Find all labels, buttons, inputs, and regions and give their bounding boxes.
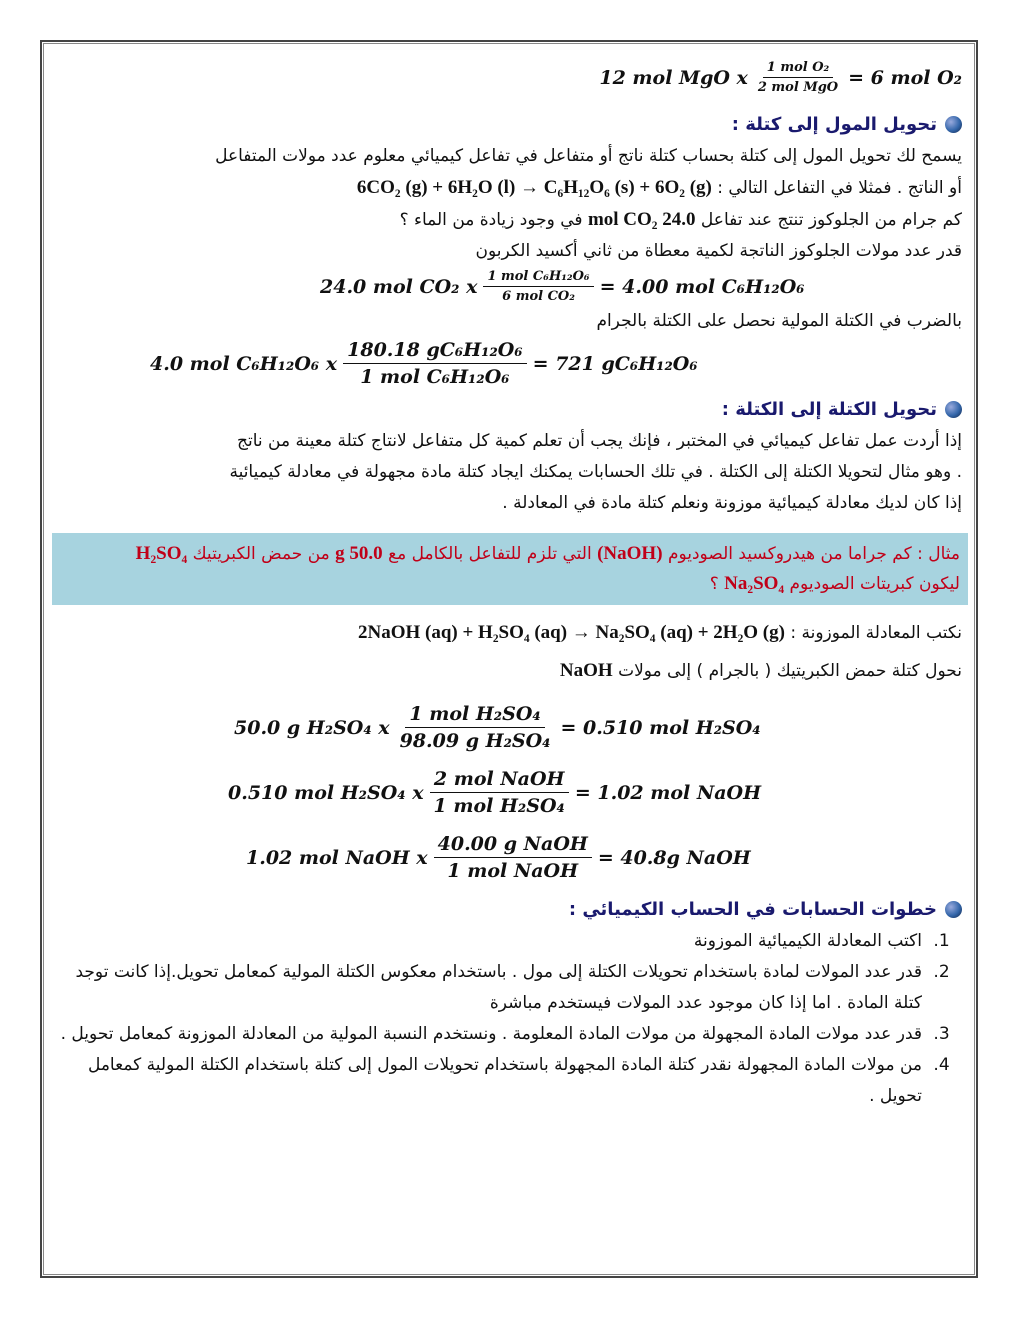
paragraph: بالضرب في الكتلة المولية نحصل على الكتلة بالجرام [596,311,962,331]
section-heading: خطوات الحسابات في الحساب الكيميائي : [58,894,962,926]
eq-left: 12 mol MgO x [599,66,748,89]
convert-line: نحول كتلة حمض الكبريتيك ( بالجرام ) إلى مولات NaOH [559,660,962,681]
reaction-equation: 6CO₂ (g) + 6H₂O (l) → C₆H₁₂O₆ (s) + 6O₂ (g) [356,177,712,198]
eq-denominator: 6 mol CO₂ [502,289,575,304]
eq-numerator: 2 mol NaOH [430,768,569,793]
paragraph: إذا أردت عمل تفاعل كيميائي في المختبر ، فإنك يجب أن تعلم كمية كل متفاعل لانتاج كتلة معينة من ناتج [237,431,962,451]
list-item: 1. اكتب المعادلة الكيميائية الموزونة [58,926,928,957]
eq-left: 4.0 mol C₆H₁₂O₆ x [150,352,338,375]
paragraph: يسمح لك تحويل المول إلى كتلة بحساب كتلة ناتج أو متفاعل في تفاعل كيميائي معلوم عدد مولات المتفاعل [215,146,962,166]
eq-fraction [343,339,527,388]
list-item: 3. قدر عدد مولات المادة المجهولة من مولات المادة المعلومة . ونستخدم النسبة المولية من المعادلة الموزونة كمعامل تحويل . [58,1019,928,1050]
eq-denominator: 1 mol H₂SO₄ [433,795,565,817]
eq-right: = 0.510 mol H₂SO₄ [560,716,761,739]
paragraph-reaction: أو الناتج . فمثلا في التفاعل التالي : 6CO₂ (g) + 6H₂O (l) → C₆H₁₂O₆ (s) + 6O₂ (g) [356,177,962,198]
eq-fraction [434,833,592,882]
example-question-line2: ليكون كبريتات الصوديوم Na₂SO₄ ؟ [709,573,960,594]
question-line: كم جرام من الجلوكوز تنتج عند تفاعل 24.0 mol CO₂ في وجود زيادة من الماء ؟ [399,209,962,230]
eq-fraction [396,703,555,752]
eq-denominator: 1 mol C₆H₁₂O₆ [360,366,510,388]
example-question-line1: مثال : كم جراما من هيدروكسيد الصوديوم (NaOH) التي تلزم للتفاعل بالكامل مع 50.0 g من حمض الكبريتيك H₂SO₄ [135,543,960,564]
paragraph: إذا كان لديك معادلة كيميائية موزونة ونعلم كتلة مادة في المعادلة . [502,493,962,513]
eq-fraction [430,768,569,817]
example-banner [52,533,968,605]
eq-left: 24.0 mol CO₂ x [320,275,478,298]
eq-fraction [754,60,842,95]
equation-glucose-mass [150,339,962,388]
globe-bullet-icon [945,116,962,133]
section-mole-to-mass [58,109,962,267]
eq-fraction [483,269,593,304]
eq-right: = 721 gC₆H₁₂O₆ [532,352,698,375]
eq-numerator: 40.00 g NaOH [434,833,592,858]
section-steps [58,894,962,1112]
document-body [58,52,962,1112]
paragraph: . وهو مثال لتحويلا الكتلة إلى الكتلة . في تلك الحسابات يمكنك ايجاد كتلة مادة مجهولة في معادلة كيميائية [229,462,962,482]
solution [58,615,962,691]
eq-left: 1.02 mol NaOH x [246,846,428,869]
eq-numerator: 180.18 gC₆H₁₂O₆ [343,339,527,364]
eq-left: 0.510 mol H₂SO₄ x [228,781,424,804]
eq-denominator: 1 mol NaOH [447,860,579,882]
eq-right: = 6 mol O₂ [848,66,962,89]
eq-numerator: 1 mol C₆H₁₂O₆ [483,269,593,287]
paragraph: قدر عدد مولات الجلوكوز الناتجة لكمية معطاة من ثاني أكسيد الكربون [475,241,962,261]
eq-right: = 40.8g NaOH [597,846,751,869]
section-mass-to-mass [58,394,962,519]
reaction-equation: 2NaOH (aq) + H₂SO₄ (aq) → Na₂SO₄ (aq) + 2H₂O (g) [357,622,785,643]
globe-bullet-icon [945,901,962,918]
eq-numerator: 1 mol O₂ [763,60,833,78]
globe-bullet-icon [945,401,962,418]
steps-list [58,926,962,1112]
equation-co2 [320,269,962,304]
eq-left: 50.0 g H₂SO₄ x [234,716,390,739]
list-item: 4. من مولات المادة المجهولة نقدر كتلة المادة المجهولة باستخدام تحويلات المول إلى كتلة باستخدام الكتلة المولية كمعامل تحويل . [58,1050,928,1112]
equation-naoh-moles [228,768,962,817]
eq-right: = 1.02 mol NaOH [574,781,762,804]
eq-denominator: 2 mol MgO [757,80,839,95]
eq-right: = 4.00 mol C₆H₁₂O₆ [599,275,805,298]
section-heading: تحويل الكتلة إلى الكتلة : [58,394,962,426]
equation-h2so4-moles [234,703,962,752]
section-heading: تحويل المول إلى كتلة : [58,109,962,141]
balanced-equation-line: نكتب المعادلة الموزونة : 2NaOH (aq) + H₂SO₄ (aq) → Na₂SO₄ (aq) + 2H₂O (g) [357,622,962,643]
list-item: 2. قدر عدد المولات لمادة باستخدام تحويلات الكتلة إلى مول . باستخدام معكوس الكتلة المولية كمعامل تحويل.إذا كانت توجد كتلة المادة . اما إذا كان موجود عدد المولات فيستخدم مباشرة [58,957,928,1019]
eq-numerator: 1 mol H₂SO₄ [405,703,544,728]
equation-naoh-mass [246,833,962,882]
equation-mgo [58,60,962,95]
eq-denominator: 98.09 g H₂SO₄ [399,730,551,752]
